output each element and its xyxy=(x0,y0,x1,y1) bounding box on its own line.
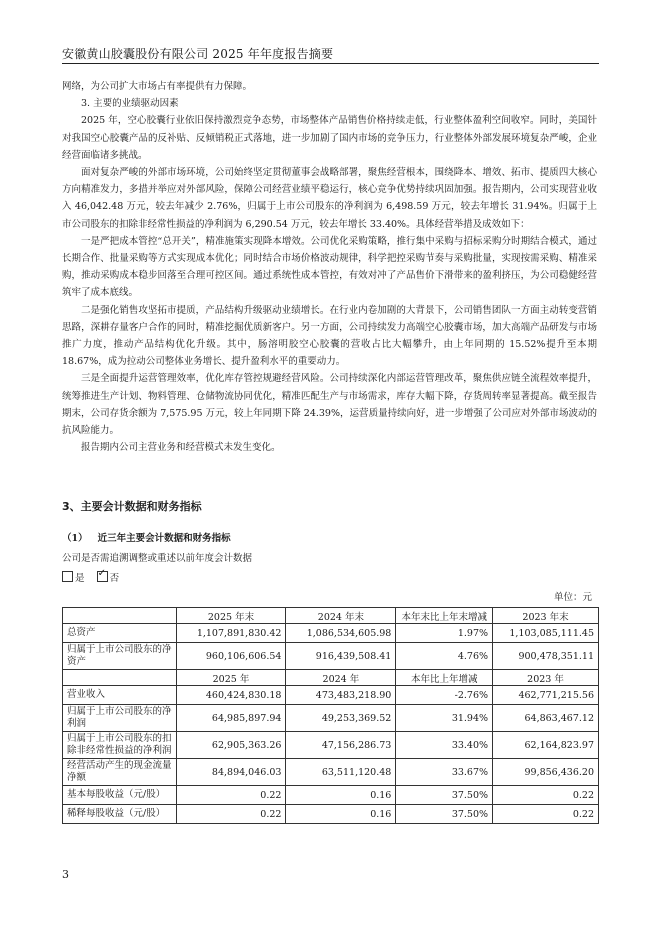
cell-value: 64,985,897.94 xyxy=(176,705,286,732)
table-header-cell: 本年末比上年末增减 xyxy=(396,608,493,624)
cell-value: 33.40% xyxy=(396,732,493,759)
paragraph: 一是严把成本管控“总开关”，精准施策实现降本增效。公司优化采购策略，推行集中采购与招标采购分时期结合模式，通过长期合作、批量采购等方式实现成本优化；同时结合市场价格波动规律，科学把控采购节奏与采购批量，实现按需采购、精准采购，推动采购成本稳步回落至合理可控区间。通过系统性成本管控，有效对冲了产品售价下滑带来的盈利挤压，为公司稳健经营筑牢了成本底线。 xyxy=(62,235,597,299)
restatement-question: 公司是否需追溯调整或重述以前年度会计数据 xyxy=(62,553,253,564)
cell-value: 0.16 xyxy=(286,786,396,805)
table-header-row xyxy=(63,608,599,624)
paragraph: 2025 年，空心胶囊行业依旧保持激烈竞争态势，市场整体产品销售价格持续走低，行业整体盈利空间收窄。同时，美国针对我国空心胶囊产品的反补贴、反倾销税正式落地，进一步加剧了国内市场的竞争压力，行业整体外部发展环境复杂严峻，企业经营面临诸多挑战。 xyxy=(62,115,597,161)
table-header-cell: 2025 年末 xyxy=(176,608,286,624)
table-row xyxy=(63,759,599,786)
report-header-title: 安徽黄山胶囊股份有限公司 2025 年年度报告摘要 xyxy=(62,47,334,61)
cell-value: 47,156,286.73 xyxy=(286,732,396,759)
restatement-options xyxy=(62,570,119,584)
row-label: 基本每股收益（元/股） xyxy=(63,786,177,805)
paragraph: 报告期内公司主营业务和经营模式未发生变化。 xyxy=(81,442,281,454)
subsection-label: 近三年主要会计数据和财务指标 xyxy=(97,533,231,544)
table-header-cell: 2024 年 xyxy=(286,670,396,686)
body-text xyxy=(62,78,597,456)
cell-value: 460,424,830.18 xyxy=(176,686,286,705)
subsection-title xyxy=(62,530,231,544)
cell-value: 0.22 xyxy=(493,805,599,824)
cell-value: 64,863,467.12 xyxy=(493,705,599,732)
paragraph: 面对复杂严峻的外部市场环境，公司始终坚定贯彻董事会战略部署，聚焦经营根本，围绕降本、增效、拓市、提质四大核心方向精准发力，多措并举应对外部风险，保障公司经营业绩平稳运行，核心竞争优势持续巩固加强。报告期内，公司实现营业收入 46,042.48 万元，较去年减少 2.76%，归属于上市公司股东的净利润为 6,498.59 万元，较去年增长 31.94%。归属于上市公司股东的扣除非经常性损益的净利润为 6,290.54 万元，较去年增长 33.40%。具体经营举措及成效如下： xyxy=(62,167,597,230)
row-label: 营业收入 xyxy=(63,686,177,705)
cell-value: 49,253,369.52 xyxy=(286,705,396,732)
unit-label: 单位：元 xyxy=(553,592,592,603)
cell-value: 0.22 xyxy=(493,786,599,805)
table-row xyxy=(63,686,599,705)
subsection-number: （1） xyxy=(62,533,88,544)
paragraph: 网络，为公司扩大市场占有率提供有力保障。 xyxy=(62,81,253,92)
paragraph: 二是强化销售攻坚拓市提质，产品结构升级驱动业绩增长。在行业内卷加剧的大背景下，公司销售团队一方面主动转变营销思路，深耕存量客户合作的同时，精准挖掘优质新客户。另一方面，公司持续发力高端空心胶囊市场，加大高端产品研发与市场推广力度，推动产品结构优化升级。其中，肠溶明胶空心胶囊的营收占比大幅攀升，由上年同期的 15.52%提升至本期 18.67%，成为拉动公司整体业务增长、提升盈利水平的重要动力。 xyxy=(62,304,597,368)
header-divider xyxy=(62,63,599,64)
cell-value: 1,103,085,111.45 xyxy=(493,624,599,643)
cell-value: 62,164,823.97 xyxy=(493,732,599,759)
table-row xyxy=(63,805,599,824)
cell-value: 84,894,046.03 xyxy=(176,759,286,786)
cell-value: 63,511,120.48 xyxy=(286,759,396,786)
financial-indicators-table xyxy=(62,607,599,824)
option-no-label: 否 xyxy=(109,573,120,584)
table-row xyxy=(63,732,599,759)
cell-value: 900,478,351.11 xyxy=(493,643,599,670)
paragraph-heading: 3. 主要的业绩驱动因素 xyxy=(81,98,179,110)
row-label: 经营活动产生的现金流量净额 xyxy=(63,759,177,786)
cell-value: 473,483,218.90 xyxy=(286,686,396,705)
checkbox-yes-icon[interactable] xyxy=(62,571,73,582)
cell-value: 33.67% xyxy=(396,759,493,786)
cell-value: -2.76% xyxy=(396,686,493,705)
cell-value: 4.76% xyxy=(396,643,493,670)
table-header-row xyxy=(63,670,599,686)
page-number: 3 xyxy=(62,868,69,881)
cell-value: 1,086,534,605.98 xyxy=(286,624,396,643)
row-label: 归属于上市公司股东的扣除非经常性损益的净利润 xyxy=(63,732,177,759)
cell-value: 99,856,436.20 xyxy=(493,759,599,786)
table-header-cell: 2025 年 xyxy=(176,670,286,686)
cell-value: 1,107,891,830.42 xyxy=(176,624,286,643)
cell-value: 462,771,215.56 xyxy=(493,686,599,705)
table-row xyxy=(63,643,599,670)
cell-value: 0.16 xyxy=(286,805,396,824)
cell-value: 37.50% xyxy=(396,786,493,805)
table-row xyxy=(63,705,599,732)
cell-value: 960,106,606.54 xyxy=(176,643,286,670)
table-header-cell xyxy=(63,670,177,686)
row-label: 稀释每股收益（元/股） xyxy=(63,805,177,824)
table-row xyxy=(63,786,599,805)
cell-value: 62,905,363.26 xyxy=(176,732,286,759)
option-yes-label: 是 xyxy=(75,573,85,584)
cell-value: 31.94% xyxy=(396,705,493,732)
cell-value: 0.22 xyxy=(176,805,286,824)
table-row xyxy=(63,624,599,643)
checkbox-no-checked-icon[interactable] xyxy=(97,571,108,582)
cell-value: 916,439,508.41 xyxy=(286,643,396,670)
section-title: 3、主要会计数据和财务指标 xyxy=(62,500,202,513)
cell-value: 0.22 xyxy=(176,786,286,805)
table-header-cell: 本年比上年增减 xyxy=(396,670,493,686)
row-label: 归属于上市公司股东的净资产 xyxy=(63,643,177,670)
table-header-cell: 2024 年末 xyxy=(286,608,396,624)
table-header-cell xyxy=(63,608,177,624)
row-label: 归属于上市公司股东的净利润 xyxy=(63,705,177,732)
table-header-cell: 2023 年 xyxy=(493,670,599,686)
paragraph: 三是全面提升运营管理效率，优化库存管控规避经营风险。公司持续深化内部运营管理改革，聚焦供应链全流程效率提升，统筹推进生产计划、物料管理、仓储物流协同优化，精准匹配生产与市场需求，库存大幅下降，存货周转率显著提高。截至报告期末，公司存货余额为 7,575.95 万元，较上年同期下降 24.39%，运营质量持续向好，进一步增强了公司应对外部市场波动的抗风险能力。 xyxy=(62,373,597,437)
cell-value: 1.97% xyxy=(396,624,493,643)
table-header-cell: 2023 年末 xyxy=(493,608,599,624)
cell-value: 37.50% xyxy=(396,805,493,824)
row-label: 总资产 xyxy=(63,624,177,643)
